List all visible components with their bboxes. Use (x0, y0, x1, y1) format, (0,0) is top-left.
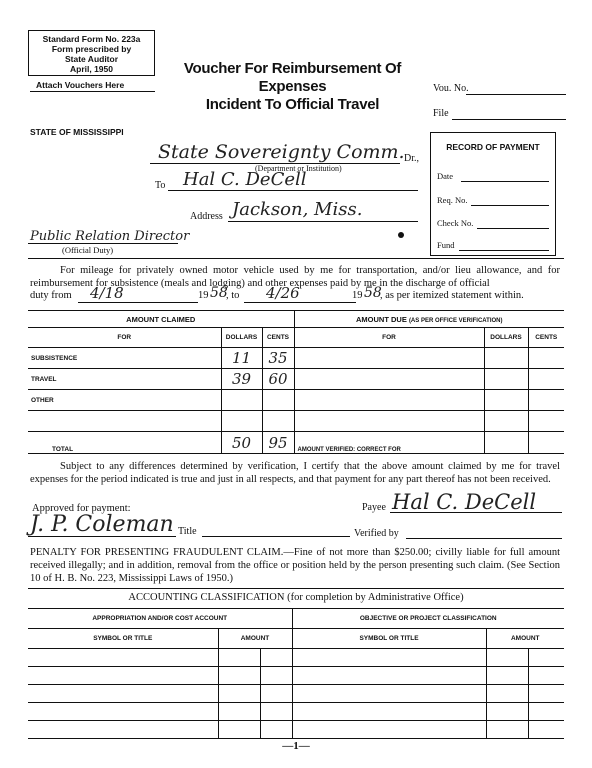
table-row (28, 411, 564, 432)
table-row (28, 348, 564, 369)
title-label: Title (178, 526, 197, 537)
address-underline (228, 221, 418, 222)
col-dollars-due: DOLLARS (484, 328, 528, 348)
col-dollars-claimed: DOLLARS (221, 328, 262, 348)
accounting-row (28, 649, 564, 667)
col-for-due: FOR (294, 328, 484, 348)
record-check-field[interactable] (477, 228, 549, 229)
due-dollars-cell[interactable] (484, 369, 528, 390)
payee-underline (390, 512, 562, 513)
voucher-number-field[interactable] (466, 94, 566, 95)
acct-cell[interactable] (486, 649, 528, 667)
separator-2 (28, 588, 564, 589)
department-value: State Sovereignty Comm. (158, 141, 405, 163)
record-of-payment-box (430, 132, 556, 256)
amount-header-left: AMOUNT (218, 629, 292, 649)
row-label: SUBSISTENCE (28, 348, 221, 369)
record-date-label: Date (437, 171, 454, 181)
separator-1 (28, 258, 564, 259)
to-word: , to (226, 290, 240, 301)
to-label: To (155, 180, 166, 191)
amount-due-note: (AS PER OFFICE VERIFICATION) (408, 317, 503, 324)
acct-cell[interactable] (260, 667, 292, 685)
due-cents-cell[interactable] (528, 390, 564, 411)
payee-name: Hal C. DeCell (183, 169, 307, 190)
record-title: RECORD OF PAYMENT (446, 142, 540, 152)
acct-cell[interactable] (260, 721, 292, 739)
from-year-prefix: 19 (198, 290, 209, 301)
amount-table (28, 310, 564, 454)
title-line-2: Incident To Official Travel (205, 96, 380, 113)
from-year: 58 (210, 285, 228, 301)
amount-header-right: AMOUNT (486, 629, 564, 649)
verified-by-field[interactable] (406, 538, 562, 539)
statement-text: For mileage for privately owned motor vehicle used by me for transportation, and/or lieu allowance, and for reimbursement for subsistence (meals and lodging) and other expenses paid by me in the discharge of official (30, 265, 560, 289)
record-date-field[interactable] (461, 181, 549, 182)
acct-cell[interactable] (486, 685, 528, 703)
to-underline-dates (244, 302, 356, 303)
record-req-field[interactable] (471, 205, 549, 206)
amount-due-header (294, 311, 564, 328)
total-dollars: 50 (221, 432, 262, 454)
row-cents (262, 411, 294, 432)
row-dollars (221, 390, 262, 411)
approver-signature: J. P. Coleman (30, 512, 174, 537)
official-duty-underline (28, 243, 178, 244)
row-cents: 60 (262, 369, 294, 390)
acct-cell[interactable] (486, 721, 528, 739)
acct-cell[interactable] (486, 667, 528, 685)
due-dollars-cell[interactable] (484, 348, 528, 369)
record-fund-field[interactable] (459, 250, 549, 251)
dr-suffix: Dr., (404, 153, 419, 164)
accounting-row (28, 685, 564, 703)
title-line-1: Voucher For Reimbursement Of Expenses (183, 60, 402, 95)
acct-cell[interactable] (218, 703, 260, 721)
acct-cell[interactable] (260, 703, 292, 721)
acct-cell[interactable] (292, 685, 486, 703)
approved-label: Approved for payment: (32, 503, 131, 514)
accounting-row (28, 667, 564, 685)
from-underline (78, 302, 198, 303)
due-for-cell[interactable] (294, 369, 484, 390)
symbol-header-right: SYMBOL OR TITLE (292, 629, 486, 649)
department-caption: (Department or Institution) (255, 164, 342, 173)
total-cents: 95 (262, 432, 294, 454)
file-field[interactable] (452, 119, 566, 120)
statement-suffix: , as per itemized statement within. (380, 290, 524, 301)
address-label: Address (190, 211, 223, 222)
payee-signature: Hal C. DeCell (392, 490, 537, 514)
standard-form-box (28, 30, 155, 76)
due-dollars-cell[interactable] (484, 411, 528, 432)
record-req-label: Req. No. (437, 195, 468, 205)
acct-cell[interactable] (218, 649, 260, 667)
acct-cell[interactable] (528, 685, 564, 703)
row-label (28, 411, 221, 432)
address-value: Jackson, Miss. (232, 199, 363, 220)
acct-cell[interactable] (528, 667, 564, 685)
table-row (28, 369, 564, 390)
penalty-text: PENALTY FOR PRESENTING FRAUDULENT CLAIM.—Fine of not more than $250.00; civilly liable for full amount received illegally; and in addition, removal from the office or position held by the person presenting such claim. (See Section 10 of H. B. No. 223, Mississippi Laws of 1950.) (30, 547, 560, 584)
to-underline (168, 190, 418, 191)
to-year: 58 (364, 285, 382, 301)
acct-cell[interactable] (486, 703, 528, 721)
acct-cell[interactable] (528, 721, 564, 739)
acct-cell[interactable] (28, 721, 218, 739)
accounting-row (28, 721, 564, 739)
form-line-1: Standard Form No. 223a (42, 34, 141, 44)
title-underline (202, 536, 350, 537)
acct-cell[interactable] (292, 667, 486, 685)
accounting-table (28, 608, 564, 739)
symbol-header-left: SYMBOL OR TITLE (28, 629, 218, 649)
voucher-number-label: Vou. No. (433, 83, 469, 94)
to-year-prefix: 19 (352, 290, 363, 301)
official-duty-value: Public Relation Director (30, 229, 190, 244)
row-label: OTHER (28, 390, 221, 411)
col-cents-claimed: CENTS (262, 328, 294, 348)
due-total-dollars[interactable] (484, 432, 528, 454)
due-for-cell[interactable] (294, 390, 484, 411)
form-title (160, 60, 425, 114)
acct-cell[interactable] (528, 703, 564, 721)
acct-cell[interactable] (218, 667, 260, 685)
row-cents (262, 390, 294, 411)
state-label: STATE OF MISSISSIPPI (30, 127, 124, 137)
total-label: TOTAL (28, 432, 221, 454)
attach-underline (30, 91, 155, 92)
certification-text: Subject to any differences determined by verification, I certify that the above amount claimed by me for travel expenses for the period indicated is true and just in all respects, and that payment for any part thereof has not been received. (30, 461, 560, 485)
acct-cell[interactable] (28, 703, 218, 721)
col-for-claimed: FOR (28, 328, 221, 348)
acct-cell[interactable] (292, 649, 486, 667)
row-cents: 35 (262, 348, 294, 369)
acct-cell[interactable] (260, 685, 292, 703)
duty-dates-line (30, 284, 564, 306)
attach-vouchers-label: Attach Vouchers Here (36, 80, 125, 90)
table-row-total (28, 432, 564, 454)
official-duty-caption: (Official Duty) (62, 245, 114, 255)
acct-cell[interactable] (28, 685, 218, 703)
acct-cell[interactable] (528, 649, 564, 667)
form-line-3: State Auditor (64, 54, 119, 64)
due-cents-cell[interactable] (528, 411, 564, 432)
acct-cell[interactable] (292, 721, 486, 739)
due-cents-cell[interactable] (528, 348, 564, 369)
record-fund-label: Fund (437, 240, 455, 250)
accounting-row (28, 703, 564, 721)
file-label: File (433, 108, 449, 119)
duty-from-label: duty from (30, 290, 72, 301)
due-total-cents[interactable] (528, 432, 564, 454)
acct-cell[interactable] (28, 667, 218, 685)
acct-cell[interactable] (260, 649, 292, 667)
acct-cell[interactable] (292, 703, 486, 721)
row-label: TRAVEL (28, 369, 221, 390)
due-cents-cell[interactable] (528, 369, 564, 390)
approver-underline (28, 536, 176, 537)
amount-verified-label: AMOUNT VERIFIED: CORRECT FOR (294, 432, 484, 454)
form-line-2: Form prescribed by (51, 44, 132, 54)
form-line-4: April, 1950 (70, 64, 113, 74)
payee-label: Payee (362, 502, 386, 513)
row-dollars: 11 (221, 348, 262, 369)
col-cents-due: CENTS (528, 328, 564, 348)
due-for-cell[interactable] (294, 348, 484, 369)
ink-dot (398, 232, 404, 238)
due-dollars-cell[interactable] (484, 390, 528, 411)
acct-cell[interactable] (218, 721, 260, 739)
to-date: 4/26 (266, 284, 300, 302)
table-row (28, 390, 564, 411)
acct-cell[interactable] (218, 685, 260, 703)
record-check-label: Check No. (437, 218, 474, 228)
page-number: —1— (282, 740, 310, 752)
verified-by-label: Verified by (354, 528, 399, 539)
row-dollars: 39 (221, 369, 262, 390)
acct-cell[interactable] (28, 649, 218, 667)
amount-claimed-header: AMOUNT CLAIMED (28, 311, 294, 328)
amount-due-label: AMOUNT DUE (356, 314, 407, 324)
objective-header: OBJECTIVE OR PROJECT CLASSIFICATION (292, 609, 564, 629)
from-date: 4/18 (90, 284, 124, 302)
accounting-title: ACCOUNTING CLASSIFICATION (for completion by Administrative Office) (128, 592, 464, 603)
row-dollars (221, 411, 262, 432)
appropriation-header: APPROPRIATION AND/OR COST ACCOUNT (28, 609, 292, 629)
due-for-cell[interactable] (294, 411, 484, 432)
